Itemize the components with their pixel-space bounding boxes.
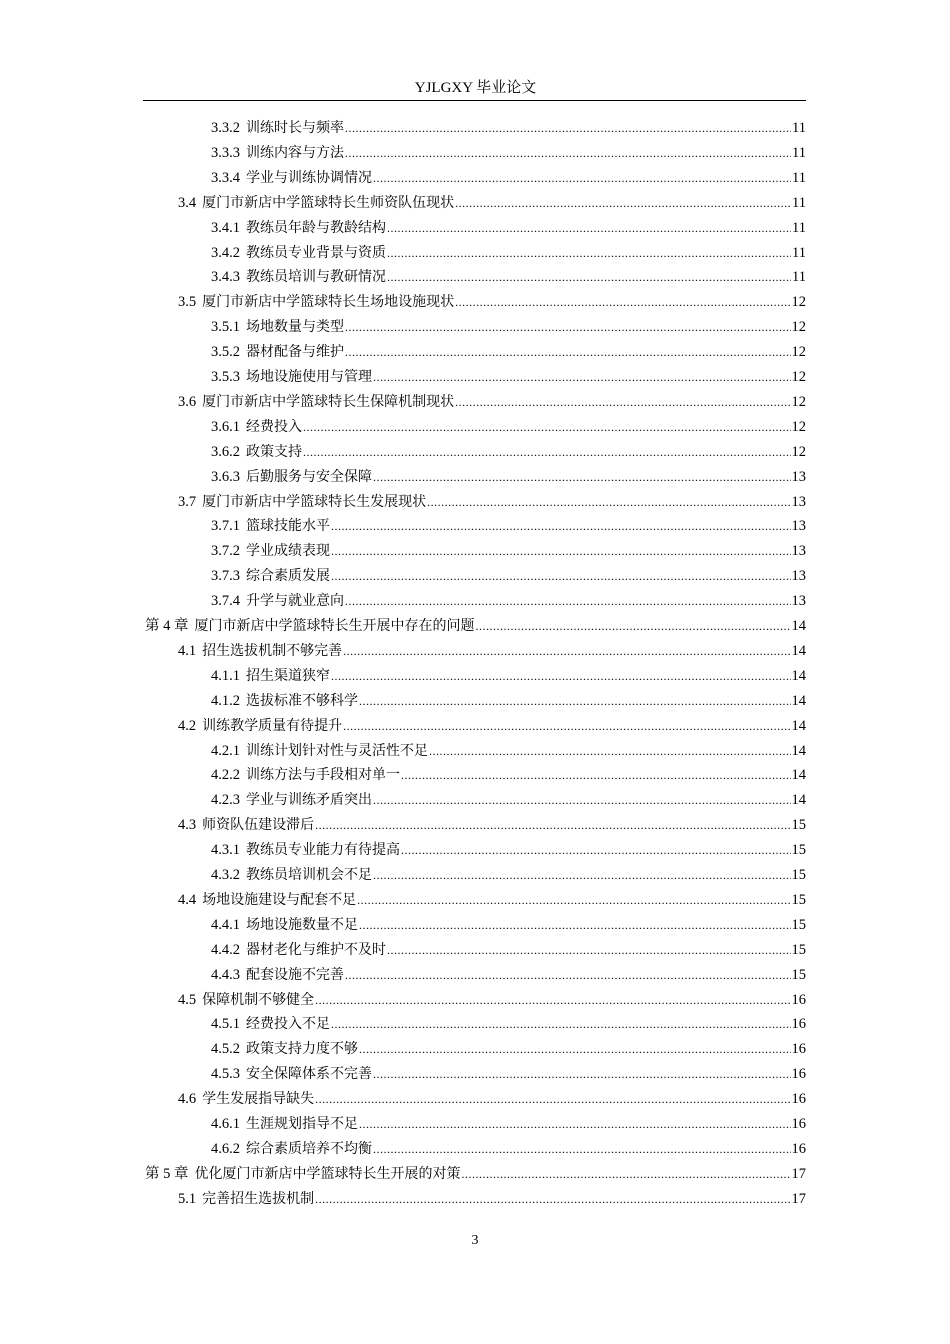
toc-dot-leader xyxy=(357,888,790,912)
toc-entry-page: 11 xyxy=(792,244,806,261)
toc-entry[interactable] xyxy=(211,340,806,364)
toc-entry-title: 场地数量与类型 xyxy=(246,319,344,336)
toc-entry-page: 12 xyxy=(791,418,806,435)
toc-dot-leader xyxy=(345,315,791,339)
toc-entry-number: 3.6 xyxy=(178,393,197,410)
toc-entry-title: 学业与训练矛盾突出 xyxy=(246,792,372,809)
toc-entry-number: 4.5.3 xyxy=(211,1066,240,1083)
toc-entry-page: 14 xyxy=(791,767,806,784)
toc-dot-leader xyxy=(359,689,791,713)
toc-entry-number: 3.5 xyxy=(178,294,197,311)
toc-entry-page: 14 xyxy=(791,618,806,634)
toc-entry[interactable] xyxy=(211,589,806,613)
toc-entry-number: 4.2.1 xyxy=(211,742,240,759)
toc-entry-number: 3.7.3 xyxy=(211,568,240,585)
toc-entry-number: 4.5.2 xyxy=(211,1041,240,1058)
toc-entry[interactable] xyxy=(211,838,806,862)
toc-entry-title: 厦门市新店中学篮球特长生开展中存在的问题 xyxy=(194,618,475,634)
toc-entry-number: 4.3.1 xyxy=(211,842,240,859)
toc-dot-leader xyxy=(387,216,791,240)
toc-entry-title: 教练员培训与教研情况 xyxy=(246,269,386,286)
toc-entry[interactable] xyxy=(211,241,806,265)
toc-entry[interactable] xyxy=(211,440,806,464)
toc-entry-page: 15 xyxy=(791,842,806,859)
toc-entry[interactable] xyxy=(178,888,806,912)
toc-entry[interactable] xyxy=(211,116,806,140)
toc-dot-leader xyxy=(345,589,791,613)
toc-entry-title: 政策支持 xyxy=(246,443,302,460)
toc-entry-page: 13 xyxy=(791,593,806,610)
toc-entry-page: 14 xyxy=(791,717,806,734)
toc-entry-page: 11 xyxy=(792,144,806,161)
toc-dot-leader xyxy=(373,465,791,489)
toc-entry-page: 12 xyxy=(791,319,806,336)
toc-dot-leader xyxy=(373,166,791,190)
toc-dot-leader xyxy=(345,116,791,140)
toc-dot-leader xyxy=(373,365,791,389)
toc-entry-title: 器材老化与维护不及时 xyxy=(246,941,386,958)
toc-entry-title: 训练内容与方法 xyxy=(246,144,344,161)
toc-entry-page: 15 xyxy=(791,817,806,834)
toc-entry-page: 16 xyxy=(791,1116,806,1132)
toc-entry-number: 4.2 xyxy=(178,717,197,734)
toc-dot-leader xyxy=(373,788,791,812)
toc-entry-page: 12 xyxy=(791,369,806,385)
toc-entry-title: 厦门市新店中学篮球特长生发展现状 xyxy=(202,493,427,510)
toc-entry[interactable] xyxy=(145,1162,806,1186)
toc-entry-number: 3.5.2 xyxy=(211,344,240,361)
toc-entry-title: 选拔标准不够科学 xyxy=(246,692,358,709)
toc-entry[interactable] xyxy=(178,191,806,215)
toc-entry-page: 16 xyxy=(791,1066,806,1083)
toc-entry-number: 3.4.3 xyxy=(211,269,240,286)
toc-entry-number: 3.3.4 xyxy=(211,169,240,186)
toc-dot-leader xyxy=(303,440,791,464)
toc-dot-leader xyxy=(345,141,791,165)
toc-entry-title: 完善招生选拔机制 xyxy=(202,1190,315,1207)
toc-dot-leader xyxy=(401,763,791,787)
toc-entry-title: 学生发展指导缺失 xyxy=(202,1091,315,1108)
toc-entry-page: 15 xyxy=(791,867,806,883)
toc-entry[interactable] xyxy=(178,988,806,1012)
toc-dot-leader xyxy=(401,838,791,862)
toc-dot-leader xyxy=(476,614,791,638)
toc-entry[interactable] xyxy=(211,514,806,538)
toc-entry-title: 训练时长与频率 xyxy=(246,120,344,136)
toc-entry-page: 11 xyxy=(792,194,806,211)
toc-entry[interactable] xyxy=(211,415,806,439)
toc-entry-number: 3.3.2 xyxy=(211,120,240,136)
toc-entry-title: 安全保障体系不完善 xyxy=(246,1066,372,1083)
toc-entry-title: 经费投入 xyxy=(246,418,302,435)
toc-entry-page: 12 xyxy=(791,393,806,410)
toc-entry[interactable] xyxy=(145,614,806,638)
toc-entry[interactable] xyxy=(211,1112,806,1136)
toc-entry[interactable] xyxy=(178,813,806,837)
toc-entry-title: 优化厦门市新店中学篮球特长生开展的对策 xyxy=(194,1165,461,1182)
toc-entry-number: 4.2.2 xyxy=(211,767,240,784)
toc-entry-number: 4.4.2 xyxy=(211,941,240,958)
toc-entry[interactable] xyxy=(178,1187,806,1211)
toc-dot-leader xyxy=(315,988,790,1012)
toc-entry-number: 3.6.1 xyxy=(211,418,240,435)
toc-dot-leader xyxy=(359,913,791,937)
toc-entry-number: 3.3.3 xyxy=(211,144,240,161)
toc-entry[interactable] xyxy=(178,714,806,738)
toc-entry-number: 3.6.3 xyxy=(211,468,240,485)
toc-entry[interactable] xyxy=(211,564,806,588)
toc-entry-page: 14 xyxy=(791,792,806,809)
toc-entry-title: 训练教学质量有待提升 xyxy=(202,717,343,734)
toc-entry[interactable] xyxy=(211,963,806,987)
toc-entry-title: 师资队伍建设滞后 xyxy=(202,817,315,834)
toc-entry-number: 3.5.3 xyxy=(211,369,240,385)
toc-dot-leader xyxy=(373,1062,791,1086)
toc-dot-leader xyxy=(455,290,790,314)
toc-dot-leader xyxy=(359,1112,791,1136)
toc-entry-title: 篮球技能水平 xyxy=(246,518,330,535)
toc-entry-title: 学业与训练协调情况 xyxy=(246,169,372,186)
toc-dot-leader xyxy=(331,514,791,538)
toc-entry-page: 13 xyxy=(791,543,806,560)
toc-entry-number: 第 5 章 xyxy=(145,1165,189,1182)
toc-entry-title: 经费投入不足 xyxy=(246,1016,330,1033)
toc-entry-number: 4.3 xyxy=(178,817,197,834)
page-header: YJLGXY 毕业论文 xyxy=(414,80,537,96)
toc-entry-number: 4.2.3 xyxy=(211,792,240,809)
toc-entry-title: 训练计划针对性与灵活性不足 xyxy=(246,742,428,759)
toc-dot-leader xyxy=(331,664,791,688)
toc-entry[interactable] xyxy=(211,763,806,787)
toc-entry-title: 后勤服务与安全保障 xyxy=(246,468,372,485)
toc-entry-page: 11 xyxy=(792,169,806,186)
toc-entry-number: 4.4.3 xyxy=(211,966,240,983)
toc-entry[interactable] xyxy=(211,265,806,289)
toc-entry[interactable] xyxy=(211,365,806,389)
toc-entry[interactable] xyxy=(178,639,806,663)
toc-entry-number: 4.1.1 xyxy=(211,667,240,684)
toc-entry[interactable] xyxy=(211,689,806,713)
toc-dot-leader xyxy=(331,564,791,588)
toc-entry-page: 17 xyxy=(791,1190,806,1207)
toc-dot-leader xyxy=(462,1162,791,1186)
toc-entry-page: 15 xyxy=(791,966,806,983)
toc-dot-leader xyxy=(315,1087,790,1111)
toc-entry-number: 3.7.4 xyxy=(211,593,240,610)
toc-entry-title: 厦门市新店中学篮球特长生场地设施现状 xyxy=(202,294,455,311)
toc-entry[interactable] xyxy=(211,166,806,190)
toc-entry-title: 训练方法与手段相对单一 xyxy=(246,767,400,784)
toc-entry-number: 4.4 xyxy=(178,891,197,908)
toc-entry-page: 15 xyxy=(791,916,806,933)
toc-entry-title: 教练员专业能力有待提高 xyxy=(246,842,400,859)
toc-entry-title: 教练员专业背景与资质 xyxy=(246,244,386,261)
toc-entry-title: 配套设施不完善 xyxy=(246,966,344,983)
toc-entry[interactable] xyxy=(211,539,806,563)
toc-entry-number: 4.3.2 xyxy=(211,867,240,883)
toc-dot-leader xyxy=(373,863,791,887)
toc-entry-number: 3.4 xyxy=(178,194,197,211)
toc-entry-number: 3.4.1 xyxy=(211,219,240,236)
toc-dot-leader xyxy=(315,1187,790,1211)
page-number: 3 xyxy=(471,1233,479,1248)
toc-dot-leader xyxy=(429,739,791,763)
toc-entry-title: 器材配备与维护 xyxy=(246,344,344,361)
toc-entry-title: 综合素质发展 xyxy=(246,568,330,585)
toc-entry-number: 3.7.1 xyxy=(211,518,240,535)
toc-dot-leader xyxy=(427,490,790,514)
toc-entry-title: 生涯规划指导不足 xyxy=(246,1116,358,1132)
toc-entry-title: 厦门市新店中学篮球特长生师资队伍现状 xyxy=(202,194,455,211)
toc-entry-page: 15 xyxy=(791,941,806,958)
toc-entry-page: 14 xyxy=(791,692,806,709)
toc-entry-page: 13 xyxy=(791,493,806,510)
toc-dot-leader xyxy=(455,390,790,414)
toc-dot-leader xyxy=(331,539,791,563)
toc-entry-page: 11 xyxy=(792,120,806,136)
toc-entry-page: 16 xyxy=(791,1041,806,1058)
toc-entry[interactable] xyxy=(211,938,806,962)
toc-dot-leader xyxy=(303,415,791,439)
toc-entry[interactable] xyxy=(178,290,806,314)
toc-dot-leader xyxy=(345,963,791,987)
toc-entry-title: 厦门市新店中学篮球特长生保障机制现状 xyxy=(202,393,455,410)
toc-entry-page: 16 xyxy=(791,1091,806,1108)
toc-entry-title: 场地设施数量不足 xyxy=(246,916,358,933)
toc-entry-page: 13 xyxy=(791,468,806,485)
toc-entry-number: 5.1 xyxy=(178,1190,197,1207)
toc-entry-title: 升学与就业意向 xyxy=(246,593,344,610)
toc-dot-leader xyxy=(331,1012,791,1036)
header-divider xyxy=(143,100,806,101)
toc-dot-leader xyxy=(359,1037,791,1061)
toc-dot-leader xyxy=(387,938,791,962)
toc-entry[interactable] xyxy=(211,465,806,489)
toc-dot-leader xyxy=(373,1137,791,1161)
toc-entry-page: 13 xyxy=(791,568,806,585)
toc-entry-page: 14 xyxy=(791,642,806,659)
toc-dot-leader xyxy=(387,265,791,289)
toc-entry[interactable] xyxy=(178,1087,806,1111)
toc-entry-title: 场地设施建设与配套不足 xyxy=(202,891,357,908)
toc-entry-number: 4.4.1 xyxy=(211,916,240,933)
toc-dot-leader xyxy=(455,191,791,215)
toc-entry-title: 政策支持力度不够 xyxy=(246,1041,358,1058)
toc-entry-number: 3.7 xyxy=(178,493,197,510)
toc-entry-title: 招生渠道狭窄 xyxy=(246,667,330,684)
toc-entry[interactable] xyxy=(211,863,806,887)
toc-entry-page: 16 xyxy=(791,1140,806,1157)
toc-entry-page: 11 xyxy=(792,219,806,236)
toc-entry-page: 16 xyxy=(791,1016,806,1033)
toc-entry-title: 保障机制不够健全 xyxy=(202,991,315,1008)
toc-dot-leader xyxy=(345,340,791,364)
toc-entry-number: 4.1.2 xyxy=(211,692,240,709)
toc-entry[interactable] xyxy=(178,490,806,514)
toc-entry[interactable] xyxy=(211,913,806,937)
toc-entry[interactable] xyxy=(211,1012,806,1036)
toc-entry[interactable] xyxy=(211,664,806,688)
toc-entry-number: 3.6.2 xyxy=(211,443,240,460)
toc-entry-number: 4.1 xyxy=(178,642,197,659)
toc-dot-leader xyxy=(343,714,790,738)
toc-entry-page: 14 xyxy=(791,667,806,684)
toc-entry-page: 14 xyxy=(791,742,806,759)
toc-entry-number: 3.7.2 xyxy=(211,543,240,560)
toc-entry-page: 11 xyxy=(792,269,806,286)
toc-entry-title: 教练员培训机会不足 xyxy=(246,867,372,883)
toc-entry[interactable] xyxy=(211,739,806,763)
toc-entry-title: 招生选拔机制不够完善 xyxy=(202,642,343,659)
toc-entry[interactable] xyxy=(211,788,806,812)
toc-entry-page: 13 xyxy=(791,518,806,535)
toc-entry-number: 4.6.1 xyxy=(211,1116,240,1132)
toc-entry-title: 学业成绩表现 xyxy=(246,543,330,560)
toc-entry[interactable] xyxy=(211,315,806,339)
toc-entry[interactable] xyxy=(211,1037,806,1061)
toc-entry-number: 3.4.2 xyxy=(211,244,240,261)
toc-entry[interactable] xyxy=(211,216,806,240)
toc-entry[interactable] xyxy=(178,390,806,414)
toc-entry-page: 17 xyxy=(791,1165,806,1182)
toc-dot-leader xyxy=(315,813,790,837)
toc-entry-number: 第 4 章 xyxy=(145,618,189,634)
toc-entry-number: 4.6.2 xyxy=(211,1140,240,1157)
toc-entry[interactable] xyxy=(211,141,806,165)
toc-entry-page: 12 xyxy=(791,294,806,311)
toc-entry-page: 15 xyxy=(791,891,806,908)
toc-entry-number: 4.5.1 xyxy=(211,1016,240,1033)
toc-dot-leader xyxy=(343,639,790,663)
toc-entry-title: 综合素质培养不均衡 xyxy=(246,1140,372,1157)
toc-entry-page: 12 xyxy=(791,443,806,460)
toc-dot-leader xyxy=(387,241,791,265)
toc-entry-number: 4.6 xyxy=(178,1091,197,1108)
toc-entry[interactable] xyxy=(211,1062,806,1086)
toc-entry-page: 16 xyxy=(791,991,806,1008)
toc-entry-title: 场地设施使用与管理 xyxy=(246,369,372,385)
toc-entry-number: 4.5 xyxy=(178,991,197,1008)
toc-entry[interactable] xyxy=(211,1137,806,1161)
toc-entry-page: 12 xyxy=(791,344,806,361)
toc-entry-number: 3.5.1 xyxy=(211,319,240,336)
toc-entry-title: 教练员年龄与教龄结构 xyxy=(246,219,386,236)
